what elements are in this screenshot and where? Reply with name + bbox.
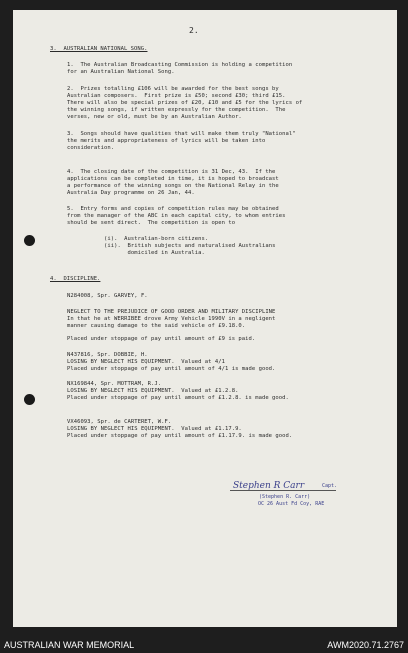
offence-line: manner causing damage to the said vehicle of £9.18.0. — [67, 323, 246, 329]
offender-name: N437816, Spr. DOBBIE, H. — [67, 352, 148, 358]
paragraph-line: 3. Songs should have qualities that will make them truly "National" — [67, 131, 296, 137]
eligibility-item: (i). Australian-born citizens. — [104, 236, 209, 242]
section-heading: 3. AUSTRALIAN NATIONAL SONG. — [50, 46, 148, 52]
signature-line — [230, 490, 336, 491]
offender-name: N284008, Spr. GARVEY, F. — [67, 293, 148, 299]
paragraph-line: 5. Entry forms and copies of competition rules may be obtained — [67, 206, 279, 212]
paragraph-line: verses, new or old, must be by an Australian Author. — [67, 114, 242, 120]
eligibility-item: (ii). British subjects and naturalised Australians — [104, 243, 276, 249]
paragraph-line: 4. The closing date of the competition is 31 Dec, 43. If the — [67, 169, 276, 175]
offence-line: LOSING BY NEGLECT HIS EQUIPMENT. Valued at £1.2.8. — [67, 388, 239, 394]
punch-hole — [24, 394, 35, 405]
paragraph-line: 1. The Australian Broadcasting Commission is holding a competition — [67, 62, 293, 68]
offender-name: VX46093, Spr. de CARTERET, W.F. — [67, 419, 172, 425]
paragraph-line: consideration. — [67, 145, 115, 151]
page-number: 2. — [189, 26, 199, 35]
signatory-rank: Capt. — [322, 483, 338, 489]
paragraph-line: There will also be special prizes of £20, £10 and £5 for the lyrics of — [67, 100, 303, 106]
paragraph-line: the merits and appropriateness of lyrics will be taken into — [67, 138, 266, 144]
offence-line: NEGLECT TO THE PREJUDICE OF GOOD ORDER AND MILITARY DISCIPLINE — [67, 309, 276, 315]
footer-reference: AWM2020.71.2767 — [327, 640, 404, 650]
footer-source: AUSTRALIAN WAR MEMORIAL — [4, 640, 135, 650]
penalty-line: Placed under stoppage of pay until amount of £1.17.9. is made good. — [67, 433, 293, 439]
punch-hole — [24, 235, 35, 246]
paragraph-line: Australia Day programme on 26 Jan, 44. — [67, 190, 195, 196]
offence-line: LOSING BY NEGLECT HIS EQUIPMENT. Valued at 4/1 — [67, 359, 225, 365]
eligibility-item: domiciled in Australia. — [104, 250, 205, 256]
penalty-line: Placed under stoppage of pay until amount of £1.2.8. is made good. — [67, 395, 289, 401]
signatory-name: (Stephen R. Carr) — [259, 494, 311, 500]
paragraph-line: 2. Prizes totalling £106 will be awarded for the best songs by — [67, 86, 279, 92]
paragraph-line: from the manager of the ABC in each capital city, to whom entries — [67, 213, 286, 219]
handwritten-signature: Stephen R Carr — [233, 481, 305, 491]
offence-line: LOSING BY NEGLECT HIS EQUIPMENT. Valued at £1.17.9. — [67, 426, 242, 432]
paragraph-line: for an Australian National Song. — [67, 69, 175, 75]
offence-line: In that he at WERRIBEE drove Army Vehicle 1990V in a negligent — [67, 316, 276, 322]
paragraph-line: should be sent direct. The competition is open to — [67, 220, 236, 226]
paragraph-line: a performance of the winning songs on the National Relay in the — [67, 183, 279, 189]
section-heading: 4. DISCIPLINE. — [50, 276, 101, 282]
penalty-line: Placed under stoppage of pay until amount of £9 is paid. — [67, 336, 256, 342]
signatory-unit: OC 26 Aust Fd Coy, RAE — [258, 501, 325, 507]
offender-name: NX169844, Spr. MOTTRAM, R.J. — [67, 381, 162, 387]
penalty-line: Placed under stoppage of pay until amount of 4/1 is made good. — [67, 366, 276, 372]
paragraph-line: Australian composers. First prize is £50; second £30; third £15. — [67, 93, 286, 99]
paragraph-line: applications can be completed in time, it is hoped to broadcast — [67, 176, 279, 182]
paragraph-line: the winning songs, if written expressly for the competition. The — [67, 107, 286, 113]
